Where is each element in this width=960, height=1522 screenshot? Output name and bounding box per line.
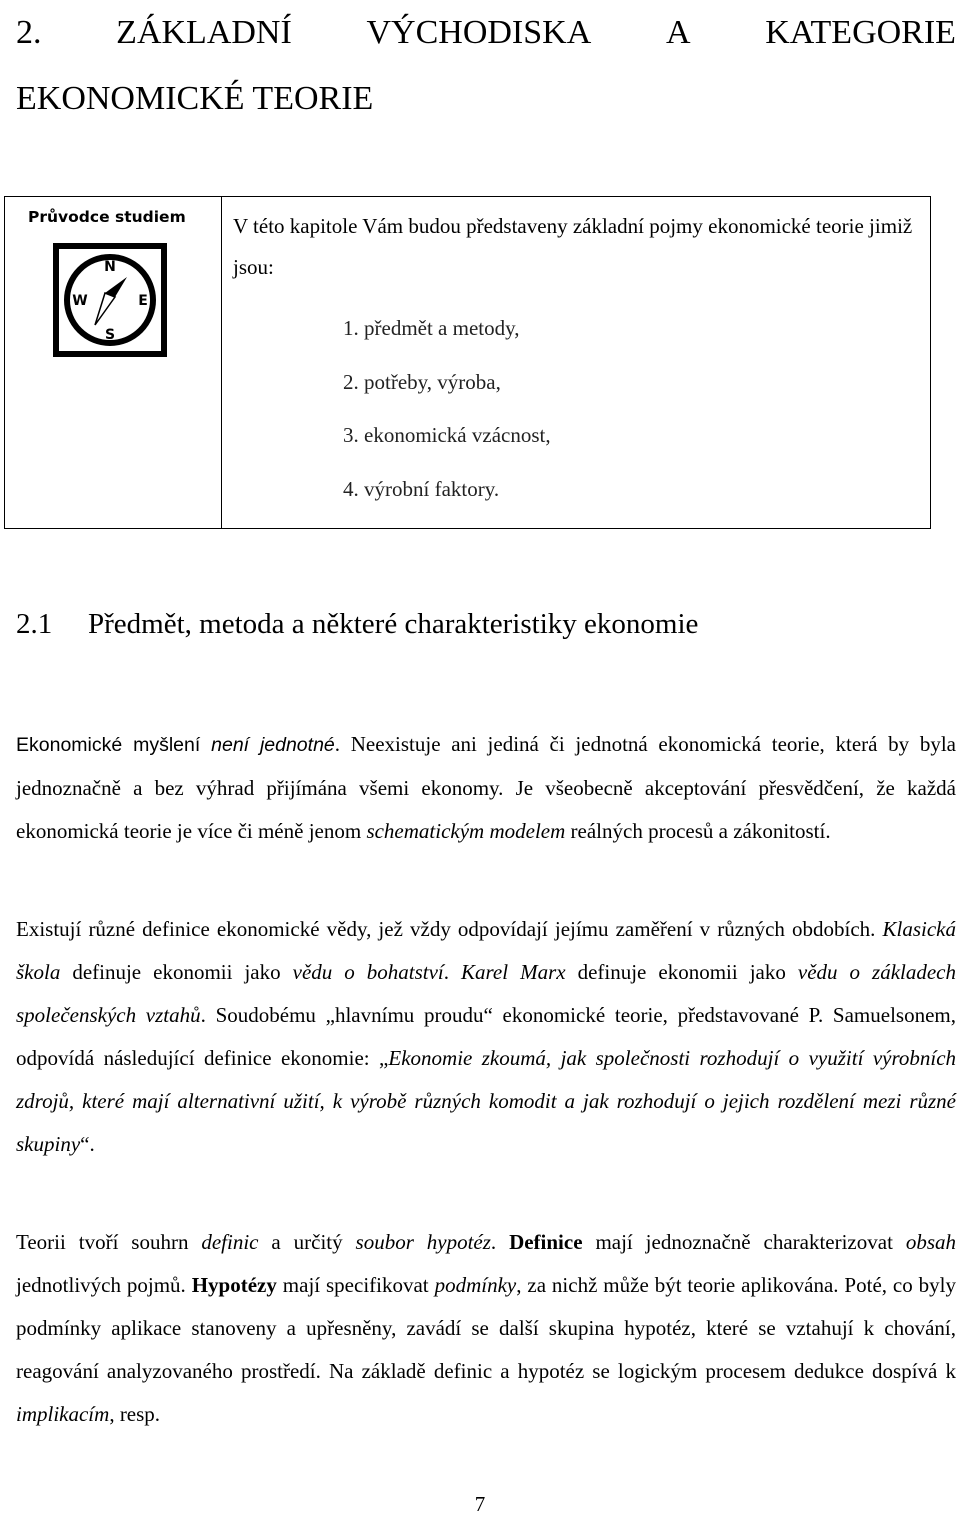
study-guide-intro: V této kapitole Vám budou představeny základní pojmy ekonomické teorie jimiž jsou: [233, 214, 913, 279]
title-word: ZÁKLADNÍ [116, 14, 292, 51]
text-run: “. [80, 1132, 95, 1156]
study-guide-topics [343, 302, 551, 516]
chapter-title-line-2: EKONOMICKÉ TEORIE [16, 80, 374, 117]
chapter-title-line-1 [16, 0, 956, 66]
emphasis: vědu o bohatství [292, 960, 444, 984]
list-item: 3. ekonomická vzácnost, [343, 423, 551, 447]
chapter-number: 2. [16, 14, 42, 51]
text-run: . [443, 960, 462, 984]
list-item: 4. výrobní faktory. [343, 476, 500, 501]
title-word: KATEGORIE [765, 14, 956, 51]
compass-icon [53, 243, 167, 357]
text-run: definuje ekonomii jako [60, 960, 293, 984]
emphasis: soubor hypotéz [355, 1230, 491, 1254]
paragraph-theory [16, 1221, 956, 1436]
study-guide-divider [221, 196, 222, 529]
text-run: , za nichž může být teorie aplikována. Poté, co byly podmínky aplikace stanoveny a upřesněny, zavádí se další skupina hypotéz, které se vztahují k chování, reagování analyzovaného prostředí. Na základě definic a hypotéz se logickým procesem dedukce dospívá k [16, 1273, 956, 1383]
title-word: VÝCHODISKA [366, 14, 592, 51]
text-run: a určitý [258, 1230, 356, 1254]
emphasis: implikacím [16, 1402, 110, 1426]
text-run: . Neexistuje ani jediná či jednotná ekonomická teorie, která by byla jednoznačně a bez výhrad přijímána všemi ekonomy. [16, 732, 956, 800]
svg-text:S: S [104, 327, 116, 343]
text-run: Existují různé definice ekonomické vědy, jež vždy odpovídají jejímu zaměření v různých obdobích. [16, 917, 883, 941]
section-heading [16, 602, 698, 646]
text-run: . Soudobému „hlavnímu proudu“ ekonomické teorie, představované P. Samuelsonem, odpovídá následující definice ekonomie: „ [16, 1003, 956, 1070]
emphasis: není jednotné [211, 734, 335, 756]
emphasis: vědu o základech společenských vztahů [16, 960, 956, 1027]
text-run: mají jednoznačně charakterizovat [582, 1230, 906, 1254]
emphasis: Karel Marx [461, 960, 566, 984]
text-run: reálných procesů a zákonitostí. [565, 819, 831, 843]
text-run: , resp. [109, 1402, 161, 1426]
title-word: A [665, 14, 691, 51]
text-run: jednotlivých pojmů. [16, 1273, 192, 1297]
svg-text:W: W [72, 293, 88, 309]
list-item: 2. potřeby, výroba, [343, 369, 501, 394]
text-run: Ekonomické myšlení [16, 734, 212, 756]
emphasis: obsah [905, 1230, 956, 1254]
samuelson-definition: Ekonomie zkoumá, jak společnosti rozhodují o využití výrobních zdrojů, které mají alternativní užití, k výrobě různých komodit a jak rozhodují o jejich rozdělení mezi různé skupiny [16, 1046, 957, 1156]
bold-term: Definice [509, 1230, 583, 1254]
text-run: mají specifikovat [276, 1273, 435, 1297]
section-title: Předmět, metoda a některé charakteristiky ekonomie [88, 608, 699, 640]
chapter-title [16, 0, 956, 132]
list-item: 1. předmět a metody, [343, 316, 520, 340]
bold-term: Hypotézy [191, 1273, 277, 1297]
text-run: . [490, 1230, 510, 1254]
paragraph-economic-thinking [16, 723, 956, 853]
page-number: 7 [474, 1492, 486, 1516]
svg-text:E: E [138, 293, 148, 309]
section-number: 2.1 [16, 608, 53, 640]
emphasis: podmínky [434, 1273, 517, 1297]
text-run: Je všeobecně akceptování přesvědčení, že každá ekonomická teorie je více či méně jenom [16, 776, 956, 843]
svg-text:N: N [104, 259, 116, 275]
emphasis: schematickým modelem [366, 819, 566, 843]
emphasis: Klasická škola [16, 917, 956, 984]
study-guide-label: Průvodce studiem [28, 208, 186, 226]
text-run: definuje ekonomii jako [565, 960, 798, 984]
paragraph-definitions [16, 908, 956, 1166]
emphasis: definic [201, 1230, 259, 1254]
text-run: Teorii tvoří souhrn [16, 1230, 202, 1254]
